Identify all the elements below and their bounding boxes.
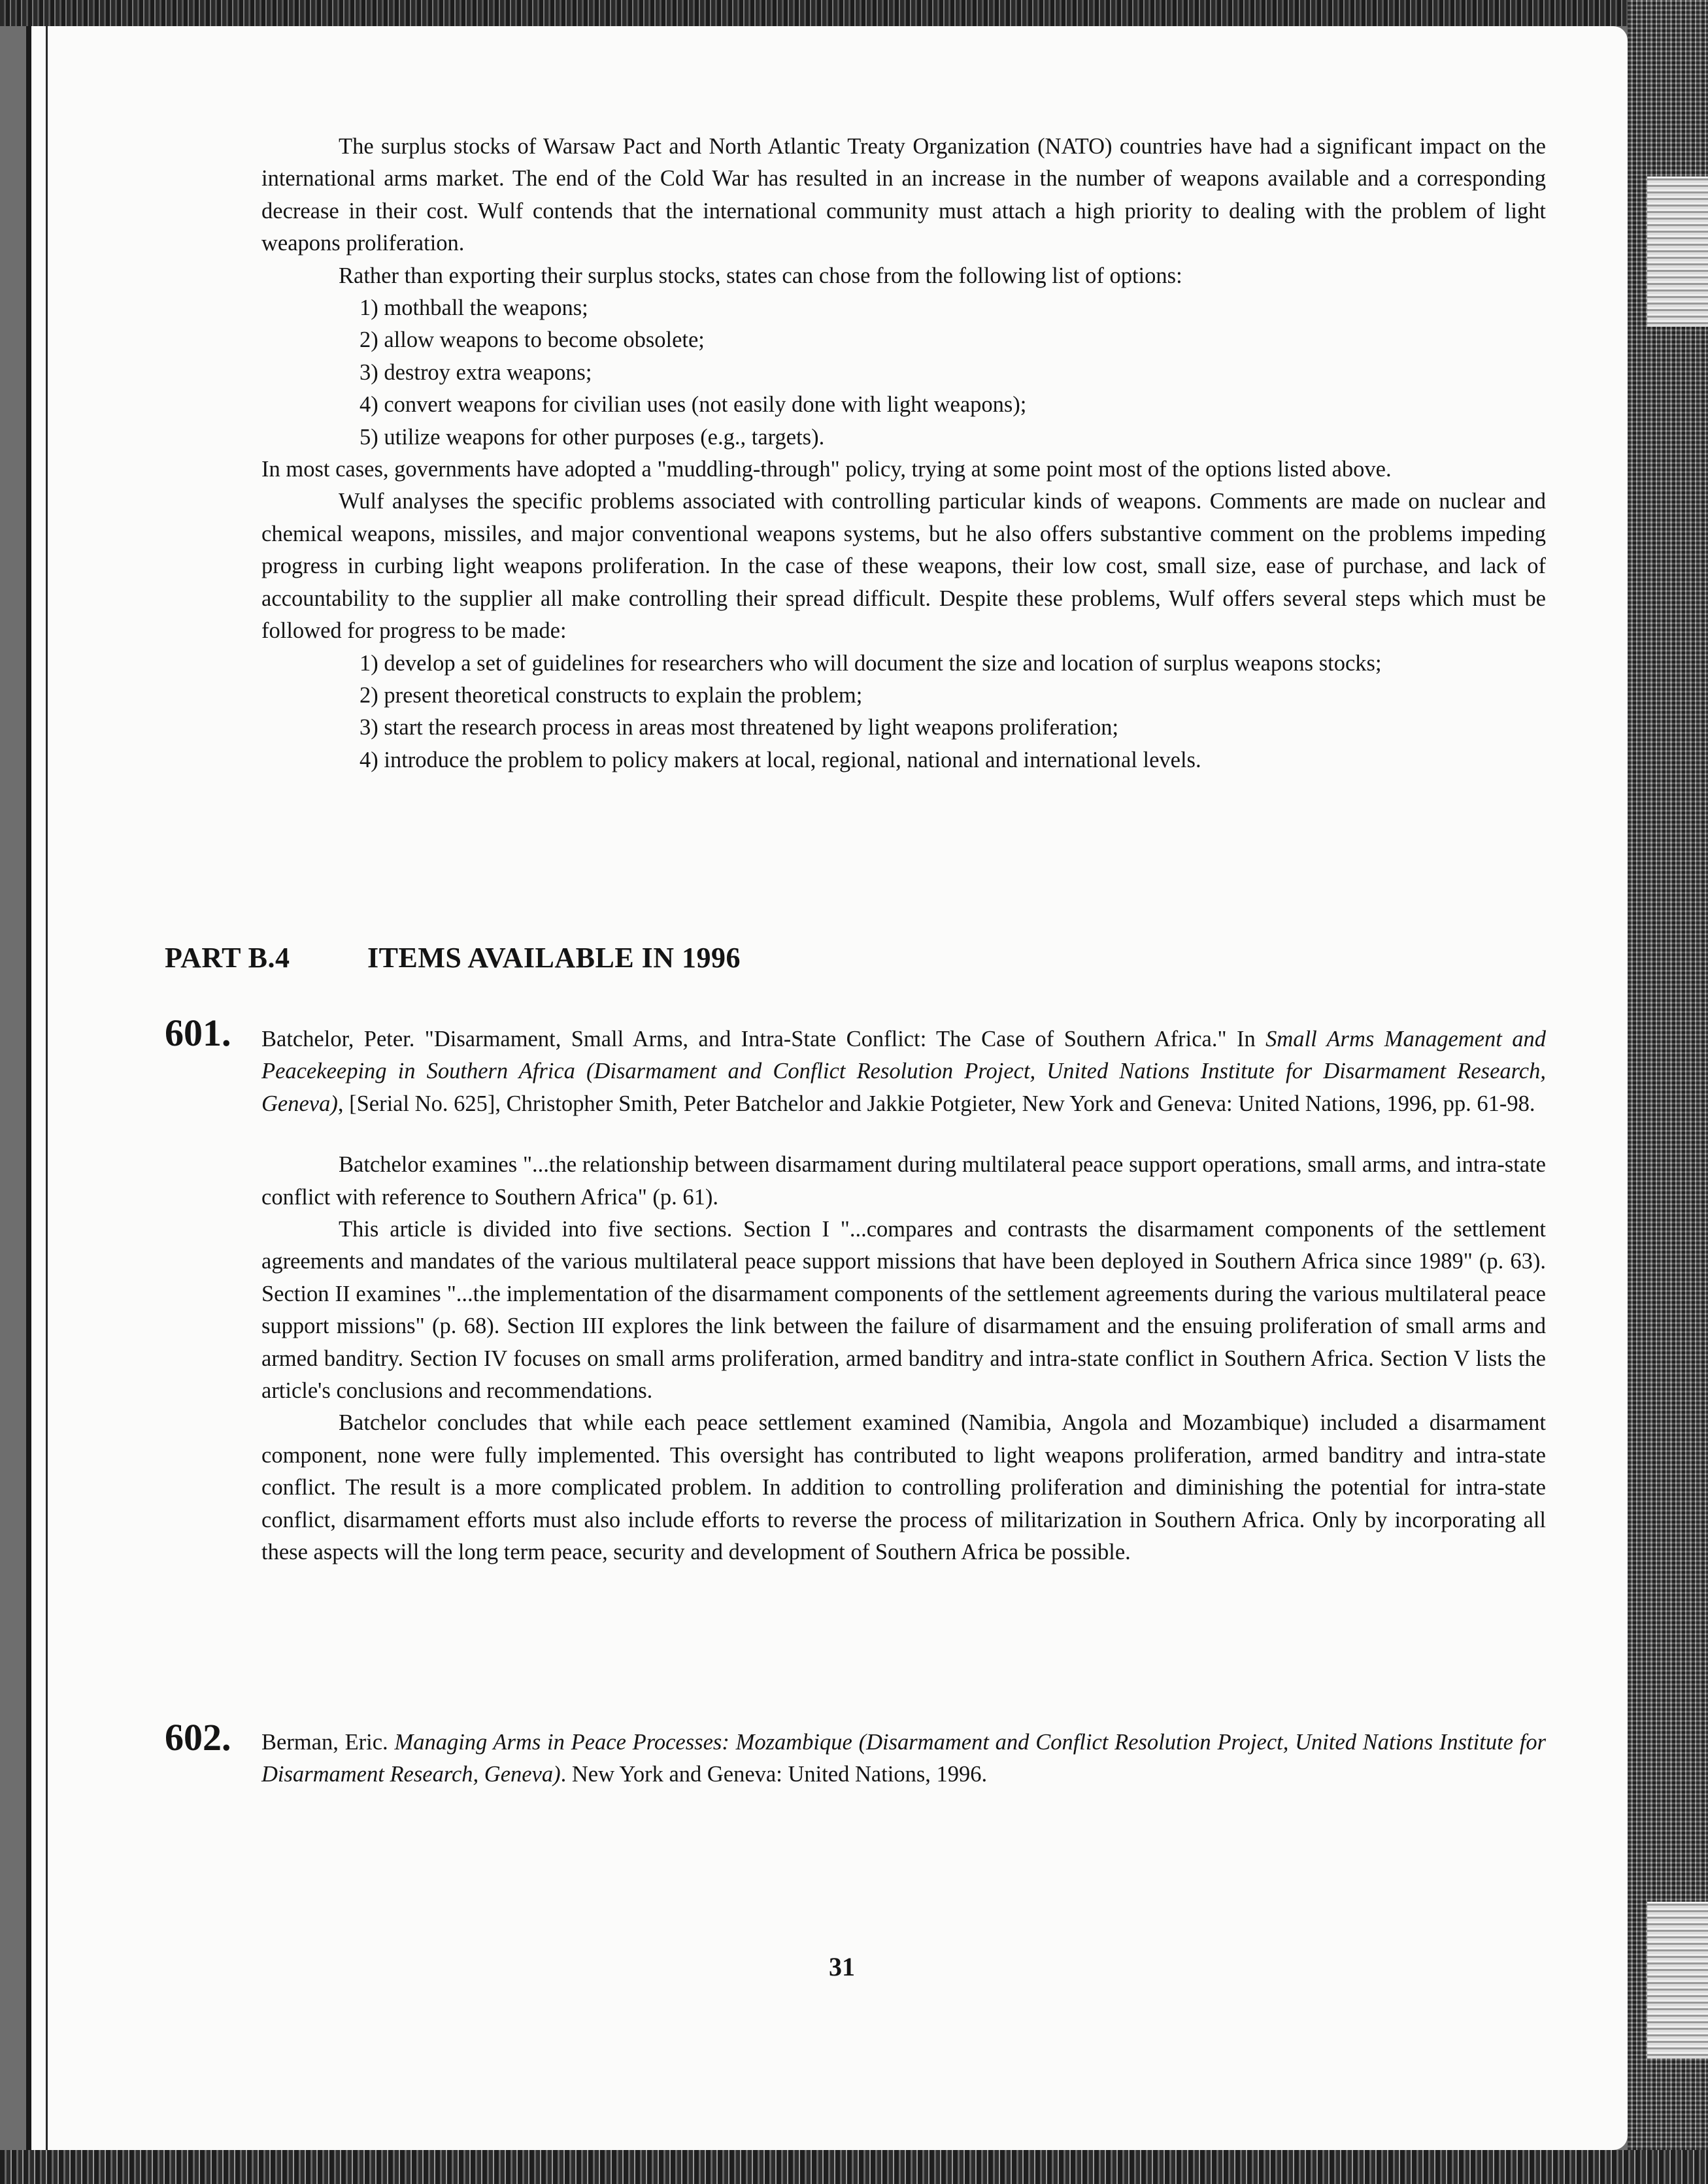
page-number: 31: [829, 1952, 855, 1981]
paragraph: The surplus stocks of Warsaw Pact and North Atlantic Treaty Organization (NATO) countries have had a significant impact on the international arms market. The end of the Cold War has resulted in an increase in the number of weapons available and a corresponding decrease in their cost. Wulf contends that the international community must attach a high priority to dealing with the problem of light weapons proliferation.: [261, 134, 1546, 256]
citation-title: Managing Arms in Peace Processes: Mozambique (Disarmament and Conflict Resolution Project, United Nations Institute for Disarmament Research, Geneva): [261, 1730, 1546, 1787]
list-item: 4) convert weapons for civilian uses (not easily done with light weapons);: [360, 392, 1027, 418]
section-title: ITEMS AVAILABLE IN 1996: [367, 942, 741, 974]
scan-artifact: [1647, 1902, 1708, 2059]
list-item: 5) utilize weapons for other purposes (e.g., targets).: [360, 424, 825, 450]
entry-601: [261, 1023, 1546, 1569]
entry-602: [261, 1727, 1546, 1791]
citation-author: Berman, Eric.: [261, 1730, 395, 1755]
list-item: 1) develop a set of guidelines for researchers who will document the size and location of surplus weapons stocks;: [360, 650, 1382, 676]
list-item: 2) present theoretical constructs to explain the problem;: [360, 682, 863, 708]
paragraph: Wulf analyses the specific problems associated with controlling particular kinds of weapons. Comments are made on nuclear and chemical weapons, missiles, and major conventional weapons systems, but he also offers substantive comment on the problems impeding progress in curbing light weapons proliferation. In the case of these weapons, their low cost, small size, ease of purchase, and lack of accountability to the supplier all make controlling their spread difficult. Despite these problems, Wulf offers several steps which must be followed for progress to be made:: [261, 489, 1546, 644]
citation-author: Batchelor, Peter. "Disarmament, Small Arms, and Intra-State Conflict: The Case of Southern Africa." In: [261, 1027, 1266, 1051]
entry-number: 602.: [165, 1716, 231, 1759]
citation-details: , [Serial No. 625], Christopher Smith, Peter Batchelor and Jakkie Potgieter, New York and Geneva: United Nations, 1996, pp. 61-98.: [337, 1091, 1535, 1116]
paragraph: Batchelor concludes that while each peace settlement examined (Namibia, Angola and Mozambique) included a disarmament component, none were fully implemented. This oversight has contributed to light weapons proliferation, armed banditry and intra-state conflict. The result is a more complicated problem. In addition to controlling proliferation and diminishing the potential for intra-state conflict, disarmament efforts must also include efforts to reverse the process of militarization in Southern Africa. Only by incorporating all these aspects will the long term peace, security and development of Southern Africa be possible.: [261, 1410, 1546, 1565]
binding-edge: [26, 26, 31, 2150]
list-item: 2) allow weapons to become obsolete;: [360, 327, 705, 353]
options-list: [261, 292, 1546, 454]
citation-title: Small Arms Management and Peacekeeping in Southern Africa (Disarmament and Conflict Resolution Project, United Nations Institute for Disarmament Research, Geneva): [261, 1027, 1546, 1116]
paragraph: In most cases, governments have adopted a "muddling-through" policy, trying at some point most of the options listed above.: [261, 457, 1392, 482]
list-item: 3) destroy extra weapons;: [360, 359, 592, 385]
citation-details: . New York and Geneva: United Nations, 1996.: [560, 1762, 988, 1787]
intro-text: [261, 131, 1546, 776]
scan-border-top: [0, 0, 1708, 26]
binding-edge-inner: [46, 26, 48, 2150]
entry-number: 601.: [165, 1012, 231, 1054]
steps-list: [261, 648, 1546, 777]
section-heading: [165, 941, 741, 974]
list-item: 1) mothball the weapons;: [360, 295, 588, 321]
paragraph: Batchelor examines "...the relationship between disarmament during multilateral peace support operations, small arms, and intra-state conflict with reference to Southern Africa" (p. 61).: [261, 1152, 1546, 1210]
list-item: 4) introduce the problem to policy makers at local, regional, national and international levels.: [360, 747, 1201, 772]
list-item: 3) start the research process in areas most threatened by light weapons proliferation;: [360, 715, 1119, 740]
citation: [261, 1727, 1546, 1791]
section-code: PART B.4: [165, 942, 290, 974]
scan-border-right: [1628, 0, 1708, 2184]
scan-artifact: [1647, 176, 1708, 327]
paragraph: This article is divided into five sections. Section I "...compares and contrasts the disarmament components of the settlement agreements and mandates of the various multilateral peace support missions that have been deployed in Southern Africa since 1989" (p. 63). Section II examines "...the implementation of the disarmament components of the settlement agreements during the various multilateral peace support missions" (p. 68). Section III explores the link between the failure of disarmament and the ensuing proliferation of small arms and armed banditry. Section IV focuses on small arms proliferation, armed banditry and intra-state conflict in Southern Africa. Section V lists the article's conclusions and recommendations.: [261, 1217, 1546, 1404]
scan-border-bottom: [0, 2150, 1708, 2184]
citation: [261, 1023, 1546, 1120]
paragraph: Rather than exporting their surplus stocks, states can chose from the following list of options:: [339, 263, 1182, 288]
